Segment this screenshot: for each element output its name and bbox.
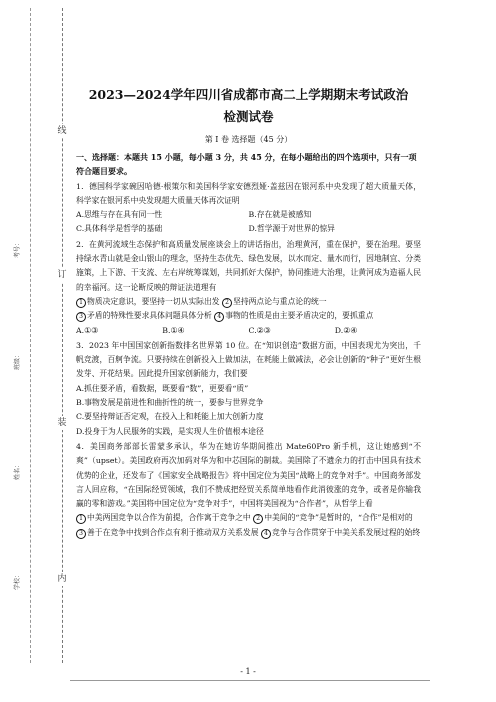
instructions: 一、选择题：本题共 15 小题，每小题 3 分，共 45 分，在每小题给出的四个选项中，只有一项符合题目要求。 — [76, 152, 417, 177]
exam-title: 2023—2024学年四川省成都市高二上学期期末考试政治 — [88, 87, 409, 102]
question-4-stem: 4．美国商务部部长雷蒙多承认，华为在她访华期间推出 Mate60Pro 新手机，这让她感到“不爽”（upset）。美国政府再次加码对华为和中芯国际的制裁。美国除了不遗余力的打击中国具有技术优势的企业，还发布了《国家安全战略报告》将中国定位为美国“战略上的竞争对手”。中国商务部发言人回应称，“在国际经贸领域，我们不赞成把经贸关系简单地看作此消彼涨的竞争，或者是你输我赢的零和游戏。”美国将中国定位为“竞争对手”，中国将美国视为“合作者”，从哲学上看 — [76, 441, 421, 509]
binding-mark-line: 线 — [55, 124, 69, 138]
question-4-items-row-1: 1 中美两国竞争以合作为前提，合作寓于竞争之中 2 中美间的“竞争”是暂时的，“合作”是相对的 — [76, 511, 421, 525]
class-field[interactable]: 班级： — [14, 351, 21, 370]
exam-content — [76, 86, 421, 540]
question-4-items-row-2: 3 善于在竞争中找到合作点有利于推动双方关系发展 4 竞争与合作贯穿于中美关系发展过程的始终 — [76, 526, 421, 540]
option-d[interactable]: D.投身于为人民服务的实践，是实现人生价值根本途径 — [76, 426, 264, 436]
option-a[interactable]: A.①③ — [76, 325, 99, 335]
exam-number-field[interactable]: 考号： — [14, 239, 21, 258]
option-b[interactable]: B.存在就是被感知 — [248, 210, 312, 220]
question-1-options — [76, 208, 421, 237]
question-2-options — [76, 324, 421, 338]
circled-4-icon: 4 — [214, 312, 224, 322]
page-number: - 1 - — [240, 667, 256, 676]
circled-3-icon: 3 — [76, 312, 86, 322]
option-c[interactable]: C.要坚持辩证否定观，在投入上和耗能上加大创新力度 — [76, 412, 264, 422]
question-2-items-row-2: 3 矛盾的特殊性要求具体问题具体分析 4 事物的性质是由主要矛盾决定的，要抓重点 — [76, 309, 421, 323]
footer-divider — [70, 680, 430, 681]
circled-2-icon: 2 — [222, 298, 232, 308]
school-field[interactable]: 学校： — [14, 571, 21, 590]
binding-mark-seal: 装 — [55, 416, 69, 430]
option-d[interactable]: D.哲学源于对世界的惊异 — [248, 224, 335, 234]
option-c[interactable]: C.②③ — [248, 325, 271, 335]
option-a[interactable]: A.抓住要矛盾，看数据，既要看“数”，更要看“质” — [76, 383, 249, 393]
section-heading: 第 I 卷 选择题（45 分） — [204, 135, 293, 144]
option-b[interactable]: B.事物发展是前进性和曲折性的统一，要参与世界竞争 — [76, 398, 264, 408]
name-field[interactable]: 姓名： — [14, 461, 21, 480]
binding-dashed-line — [62, 8, 63, 663]
circled-3-icon: 3 — [76, 529, 86, 539]
exam-subtitle: 检测试卷 — [223, 109, 274, 124]
option-d[interactable]: D.②④ — [334, 325, 358, 335]
circled-4-icon: 4 — [261, 529, 271, 539]
question-3-stem: 3．2023 年中国国家创新指数排名世界第 10 位。在“知识创造”数据方面，中国表现尤为突出，千帆竞渡，百舸争流。只要持续在创新投入上做加法，在耗能上做减法，必会让创新的“种子”更好生根发芽、开花结果。因此提升国家创新能力，我们要 — [76, 340, 421, 379]
question-2-items-row-1: 1 物质决定意识，要坚持一切从实际出发 2 坚持两点论与重点论的统一 — [76, 295, 421, 309]
circled-1-icon: 1 — [76, 514, 86, 524]
option-a[interactable]: A.思维与存在具有同一性 — [76, 210, 163, 220]
binding-strip — [0, 0, 72, 702]
question-2-stem: 2．在黄河流域生态保护和高质量发展座谈会上的讲话指出，治理黄河，重在保护，要在治理。要坚持绿水青山就是金山银山的理念，坚持生态优先、绿色发展，以水而定、量水而行，因地制宜、分类施策，上下游、干支流、左右岸统筹谋划，共同抓好大保护，协同推进大治理，让黄河成为造福人民的幸福河。这一论断反映的辩证法道理有 — [76, 239, 421, 292]
circled-2-icon: 2 — [253, 514, 263, 524]
option-b[interactable]: B.①④ — [162, 325, 185, 335]
circled-1-icon: 1 — [76, 298, 86, 308]
binding-mark-inner: 内 — [55, 572, 69, 586]
option-c[interactable]: C.具体科学是哲学的基础 — [76, 224, 163, 234]
binding-mark-order: 订 — [55, 268, 69, 282]
question-1-stem: 1．德国科学家碗因哈德·根策尔和美国科学家安德烈娅·盖兹因在银河系中央发现了超大质量天体，科学家在银河系中央发现超大质量天体再次证明 — [76, 181, 421, 205]
